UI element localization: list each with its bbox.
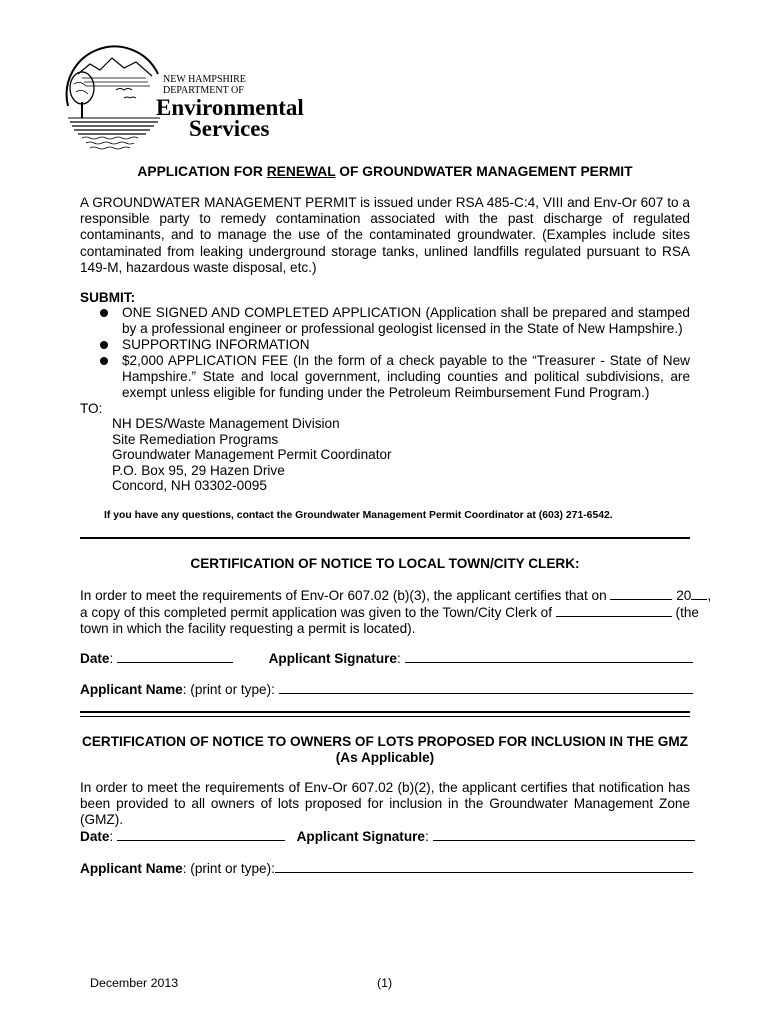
bullet-icon	[100, 341, 108, 349]
title-renewal: RENEWAL	[266, 164, 336, 179]
contact-note: If you have any questions, contact the Groundwater Management Permit Coordinator at (603) 271-6542.	[104, 510, 613, 521]
clerk-date-field[interactable]	[117, 650, 233, 663]
owners-section-heading: CERTIFICATION OF NOTICE TO OWNERS OF LOTS PROPOSED FOR INCLUSION IN THE GMZ	[82, 734, 688, 749]
clerk-line-1-text: In order to meet the requirements of Env-Or 607.02 (b)(3), the applicant certifies that on	[80, 588, 607, 603]
clerk-signature-label: Applicant Signature	[268, 651, 397, 666]
bullet-icon	[100, 357, 108, 365]
notice-date-field[interactable]	[610, 587, 672, 600]
owners-section-subheading: (As Applicable)	[335, 750, 435, 765]
submit-heading: SUBMIT:	[80, 290, 136, 305]
address-line: Site Remediation Programs	[112, 431, 279, 447]
page-title	[80, 164, 690, 180]
owners-name-suffix: : (print or type):	[182, 861, 275, 876]
clerk-signature-colon: :	[397, 651, 401, 666]
clerk-name-label: Applicant Name	[80, 682, 183, 697]
owners-name-label: Applicant Name	[80, 861, 183, 876]
clerk-line-1	[80, 587, 712, 604]
page-number: (1)	[377, 976, 393, 990]
logo-line-1: NEW HAMPSHIRE	[163, 74, 246, 85]
town-city-clerk-field[interactable]	[556, 604, 672, 617]
owners-signature-field[interactable]	[433, 828, 695, 841]
submit-item-application: ONE SIGNED AND COMPLETED APPLICATION (Application shall be prepared and stamped by a professional engineer or professional geologist licensed in the State of New Hampshire.)	[122, 305, 690, 337]
owners-applicant-name-row	[80, 860, 693, 877]
owners-date-field[interactable]	[117, 828, 285, 841]
section-divider	[80, 537, 690, 539]
title-before: APPLICATION FOR	[137, 164, 267, 179]
clerk-line-3: town in which the facility requesting a permit is located).	[80, 621, 416, 637]
clerk-date-label: Date	[80, 651, 110, 666]
address-line: P.O. Box 95, 29 Hazen Drive	[112, 462, 285, 478]
section-divider-double-bottom	[80, 716, 690, 717]
clerk-year-prefix: 20	[676, 588, 692, 603]
clerk-date-colon: :	[109, 651, 114, 666]
address-line: Groundwater Management Permit Coordinator	[112, 447, 392, 463]
notice-year-field[interactable]	[691, 587, 707, 600]
submit-item-supporting-info: SUPPORTING INFORMATION	[122, 337, 310, 352]
bullet-icon	[100, 309, 108, 317]
clerk-name-suffix: : (print or type):	[182, 682, 275, 697]
title-after: OF GROUNDWATER MANAGEMENT PERMIT	[335, 164, 633, 179]
submit-item-fee: $2,000 APPLICATION FEE (In the form of a check payable to the “Treasurer - State of New Hampshire.” State and local government, including counties and political subdivisions, are exempt unless eligible for funding under the Petroleum Reimbursement Fund Program.)	[122, 353, 690, 401]
clerk-signature-field[interactable]	[405, 650, 693, 663]
clerk-line-2-text: a copy of this completed permit application was given to the Town/City Clerk of	[80, 605, 552, 621]
owners-signature-label: Applicant Signature	[296, 829, 425, 844]
section-divider-double-top	[80, 711, 690, 713]
clerk-line-2-suffix: (the	[675, 605, 699, 621]
owners-signature-colon: :	[425, 829, 429, 844]
clerk-line-1-comma: ,	[707, 588, 712, 603]
intro-paragraph: A GROUNDWATER MANAGEMENT PERMIT is issued under RSA 485-C:4, VIII and Env-Or 607 to a responsible party to remedy contamination associated with the past discharge of regulated contaminants, and to manage the use of the contaminated groundwater. (Examples include sites contaminated from leaking underground storage tanks, unlined landfills regulated pursuant to RSA 149-M, hazardous waste disposal, etc.)	[80, 195, 690, 275]
clerk-applicant-name-row	[80, 681, 693, 698]
owners-date-colon: :	[109, 829, 114, 844]
clerk-line-2	[80, 604, 699, 621]
to-label: TO:	[80, 401, 103, 416]
mailing-address	[112, 416, 392, 494]
owners-applicant-name-field[interactable]	[275, 860, 693, 873]
owners-date-label: Date	[80, 829, 110, 844]
clerk-section-heading: CERTIFICATION OF NOTICE TO LOCAL TOWN/CITY CLERK:	[190, 556, 580, 571]
nhdes-logo	[60, 44, 304, 154]
address-line: NH DES/Waste Management Division	[112, 416, 340, 431]
logo-line-4: Services	[189, 116, 270, 141]
clerk-applicant-name-field[interactable]	[279, 681, 693, 694]
clerk-certification-text	[80, 587, 712, 638]
logo-line-3: Environmental	[156, 95, 304, 120]
address-line: Concord, NH 03302-0095	[112, 478, 267, 494]
owners-date-signature-row	[80, 828, 692, 845]
footer-date: December 2013	[90, 976, 179, 990]
owners-certification-text: In order to meet the requirements of Env-Or 607.02 (b)(2), the applicant certifies that notification has been provided to all owners of lots proposed for inclusion in the Groundwater Management Zone (GMZ).	[80, 780, 690, 828]
clerk-date-signature-row	[80, 650, 692, 667]
logo-line-2: DEPARTMENT OF	[163, 85, 244, 96]
nhdes-logo-emblem	[60, 44, 170, 154]
